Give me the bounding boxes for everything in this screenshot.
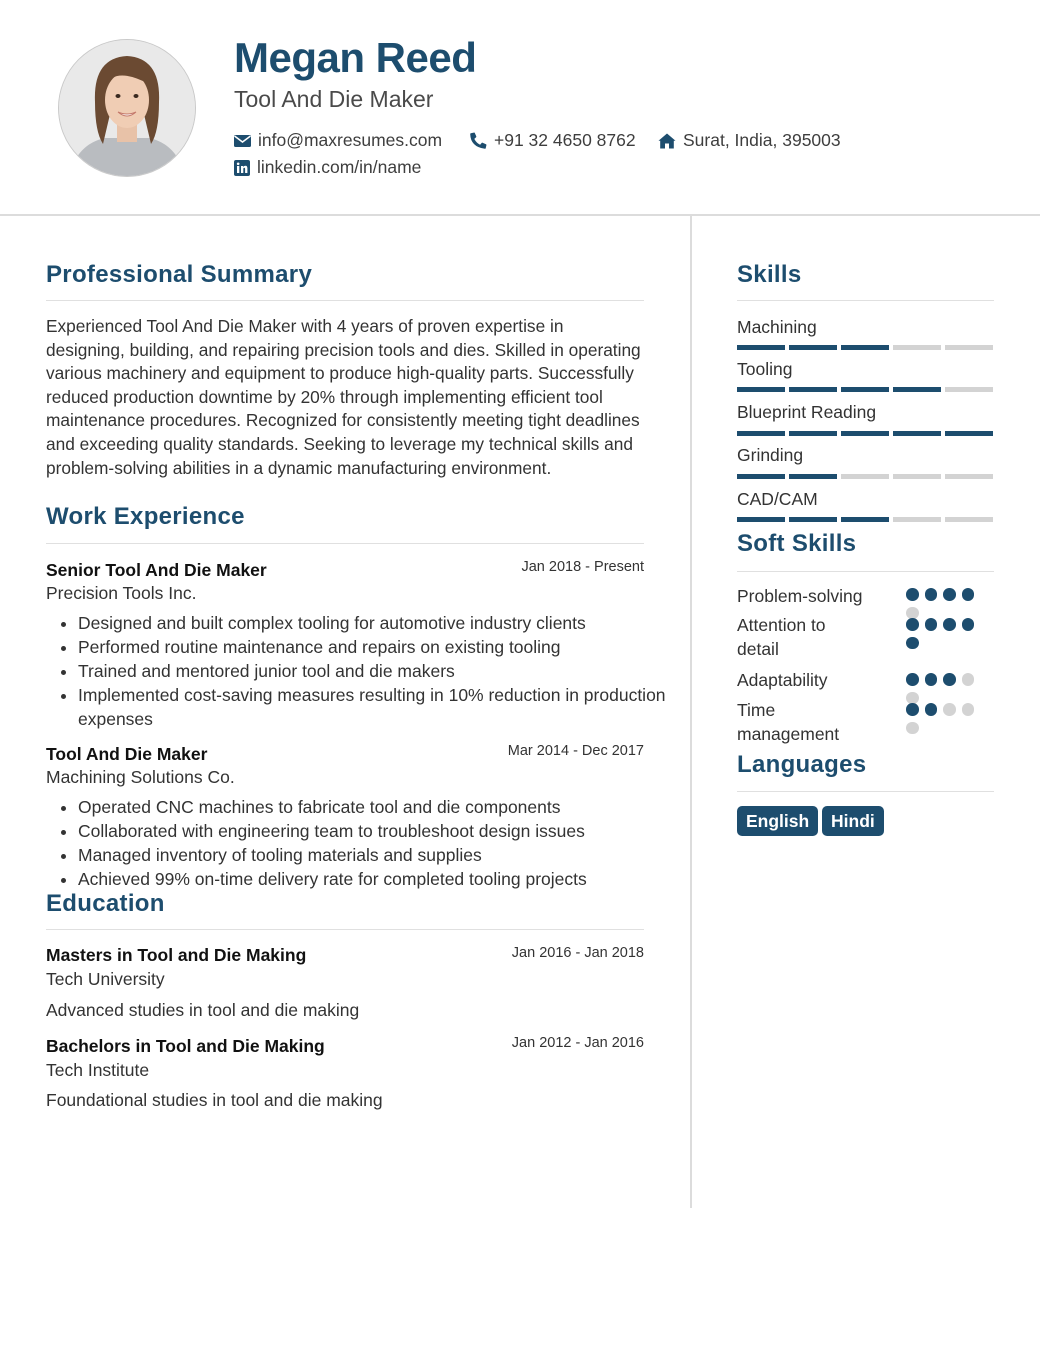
rating-dot xyxy=(962,618,975,631)
job-bullets xyxy=(46,611,676,731)
skill-bar-segment xyxy=(893,387,941,392)
skill-bar-segment xyxy=(841,431,889,436)
skill-bar-segment xyxy=(841,517,889,522)
linkedin-icon xyxy=(234,160,250,176)
degree-description: Foundational studies in tool and die making xyxy=(46,1090,383,1110)
skill-bar-segment xyxy=(945,345,993,350)
rating-dot xyxy=(906,618,919,631)
phone-contact[interactable] xyxy=(470,130,636,151)
skill-bar-segment xyxy=(841,345,889,350)
skill-bar-segment xyxy=(789,345,837,350)
job-bullet: • Implemented cost-saving measures resulting in 10% reduction in production expenses xyxy=(78,683,676,731)
skill-bar-segment xyxy=(945,387,993,392)
skills-rule xyxy=(737,300,994,301)
soft-skills-rule xyxy=(737,571,994,572)
skill-bar-segment xyxy=(737,474,785,479)
rating-dot xyxy=(906,703,919,716)
email-text: info@maxresumes.com xyxy=(258,130,443,150)
job-bullet: • Trained and mentored junior tool and die makers xyxy=(78,659,676,683)
soft-skills-heading: Soft Skills xyxy=(737,530,857,557)
job-bullet: • Designed and built complex tooling for automotive industry clients xyxy=(78,611,676,635)
job-bullet: • Performed routine maintenance and repairs on existing tooling xyxy=(78,635,676,659)
rating-dot xyxy=(962,673,975,686)
job-bullet: • Achieved 99% on-time delivery rate for completed tooling projects xyxy=(78,867,676,891)
rating-dot xyxy=(943,588,956,601)
skill-bar-segment xyxy=(737,431,785,436)
job-bullets xyxy=(46,795,676,891)
job-date: Jan 2018 - Present xyxy=(521,559,644,575)
phone-icon xyxy=(470,132,487,149)
skill-level-bar xyxy=(737,431,993,436)
rating-dot xyxy=(906,588,919,601)
education-rule xyxy=(46,929,644,930)
skill-name: Grinding xyxy=(737,445,804,465)
languages-heading: Languages xyxy=(737,751,867,778)
soft-skill-name: Adaptability xyxy=(737,670,828,690)
soft-skill-name: Time management xyxy=(737,700,840,744)
job-title: Senior Tool And Die Maker xyxy=(46,560,267,580)
skill-bar-segment xyxy=(841,387,889,392)
skill-bar-segment xyxy=(945,431,993,436)
summary-text: Experienced Tool And Die Maker with 4 years of proven expertise in designing, building, and repairing precision tools and dies. Skilled in operating various machinery and equipment to produce high-quality parts. Successfully reduced production downtime by 20% through implementing efficient tool maintenance procedures. Recognized for consistently meeting tight deadlines and exceeding quality standards. Seeking to leverage my technical skills and problem-solving abilities in a dynamic manufacturing environment. xyxy=(46,316,641,478)
skill-bar-segment xyxy=(789,474,837,479)
skill-bar-segment xyxy=(737,345,785,350)
rating-dot xyxy=(962,588,975,601)
skill-bar-segment xyxy=(893,431,941,436)
degree-description: Advanced studies in tool and die making xyxy=(46,1000,360,1020)
rating-dot xyxy=(962,703,975,716)
skill-bar-segment xyxy=(893,517,941,522)
experience-heading: Work Experience xyxy=(46,503,245,530)
skill-bar-segment xyxy=(737,387,785,392)
rating-dot xyxy=(943,703,956,716)
degree-date: Jan 2012 - Jan 2016 xyxy=(511,1035,644,1051)
skill-bar-segment xyxy=(789,517,837,522)
rating-dot xyxy=(906,637,919,650)
summary-heading: Professional Summary xyxy=(46,261,313,288)
job-bullet: • Managed inventory of tooling materials and supplies xyxy=(78,843,676,867)
languages-rule xyxy=(737,791,994,792)
soft-skill-rating xyxy=(906,618,976,649)
skill-bar-segment xyxy=(841,474,889,479)
rating-dot xyxy=(925,673,938,686)
summary-rule xyxy=(46,300,644,301)
rating-dot xyxy=(906,722,919,735)
skill-level-bar xyxy=(737,474,993,479)
skill-name: CAD/CAM xyxy=(737,489,818,509)
rating-dot xyxy=(925,703,938,716)
degree-date: Jan 2016 - Jan 2018 xyxy=(511,945,644,961)
job-title: Tool And Die Maker xyxy=(46,744,208,764)
skill-name: Tooling xyxy=(737,359,793,379)
candidate-name: Megan Reed xyxy=(234,34,477,81)
skill-bar-segment xyxy=(945,474,993,479)
degree-title: Bachelors in Tool and Die Making xyxy=(46,1036,325,1056)
skill-bar-segment xyxy=(893,345,941,350)
column-divider xyxy=(690,216,692,1208)
degree-title: Masters in Tool and Die Making xyxy=(46,945,307,965)
school-name: Tech Institute xyxy=(46,1060,150,1080)
candidate-title: Tool And Die Maker xyxy=(234,86,434,112)
profile-photo-icon xyxy=(59,40,195,176)
home-icon xyxy=(658,133,676,149)
skill-level-bar xyxy=(737,345,993,350)
soft-skill-rating xyxy=(906,588,976,619)
job-bullet: • Collaborated with engineering team to troubleshoot design issues xyxy=(78,819,676,843)
experience-rule xyxy=(46,543,644,544)
soft-skill-rating xyxy=(906,703,976,734)
skill-level-bar xyxy=(737,517,993,522)
job-company: Machining Solutions Co. xyxy=(46,767,235,787)
skill-bar-segment xyxy=(945,517,993,522)
rating-dot xyxy=(943,618,956,631)
envelope-icon xyxy=(234,134,251,148)
rating-dot xyxy=(925,618,938,631)
rating-dot xyxy=(943,673,956,686)
skills-heading: Skills xyxy=(737,261,802,288)
skill-level-bar xyxy=(737,387,993,392)
skill-bar-segment xyxy=(737,517,785,522)
phone-text: +91 32 4650 8762 xyxy=(494,130,636,150)
skill-name: Machining xyxy=(737,317,817,337)
rating-dot xyxy=(906,673,919,686)
skill-bar-segment xyxy=(789,387,837,392)
rating-dot xyxy=(925,588,938,601)
linkedin-text: linkedin.com/in/name xyxy=(257,157,422,177)
soft-skill-name: Problem-solving xyxy=(737,586,863,606)
resume-header xyxy=(0,0,1040,216)
job-company: Precision Tools Inc. xyxy=(46,583,197,603)
language-badge: Hindi xyxy=(822,806,884,836)
skill-bar-segment xyxy=(893,474,941,479)
email-contact[interactable] xyxy=(234,130,442,151)
skill-name: Blueprint Reading xyxy=(737,402,877,422)
soft-skill-rating xyxy=(906,673,976,704)
job-bullet: • Operated CNC machines to fabricate tool and die components xyxy=(78,795,676,819)
soft-skill-name: Attention to detail xyxy=(737,615,826,659)
education-heading: Education xyxy=(46,890,165,917)
language-badge: English xyxy=(737,806,818,836)
location-contact xyxy=(658,130,841,151)
location-text: Surat, India, 395003 xyxy=(683,130,841,150)
job-date: Mar 2014 - Dec 2017 xyxy=(507,743,644,759)
school-name: Tech University xyxy=(46,969,165,989)
skill-bar-segment xyxy=(789,431,837,436)
linkedin-contact[interactable] xyxy=(234,157,421,178)
avatar xyxy=(58,39,196,177)
